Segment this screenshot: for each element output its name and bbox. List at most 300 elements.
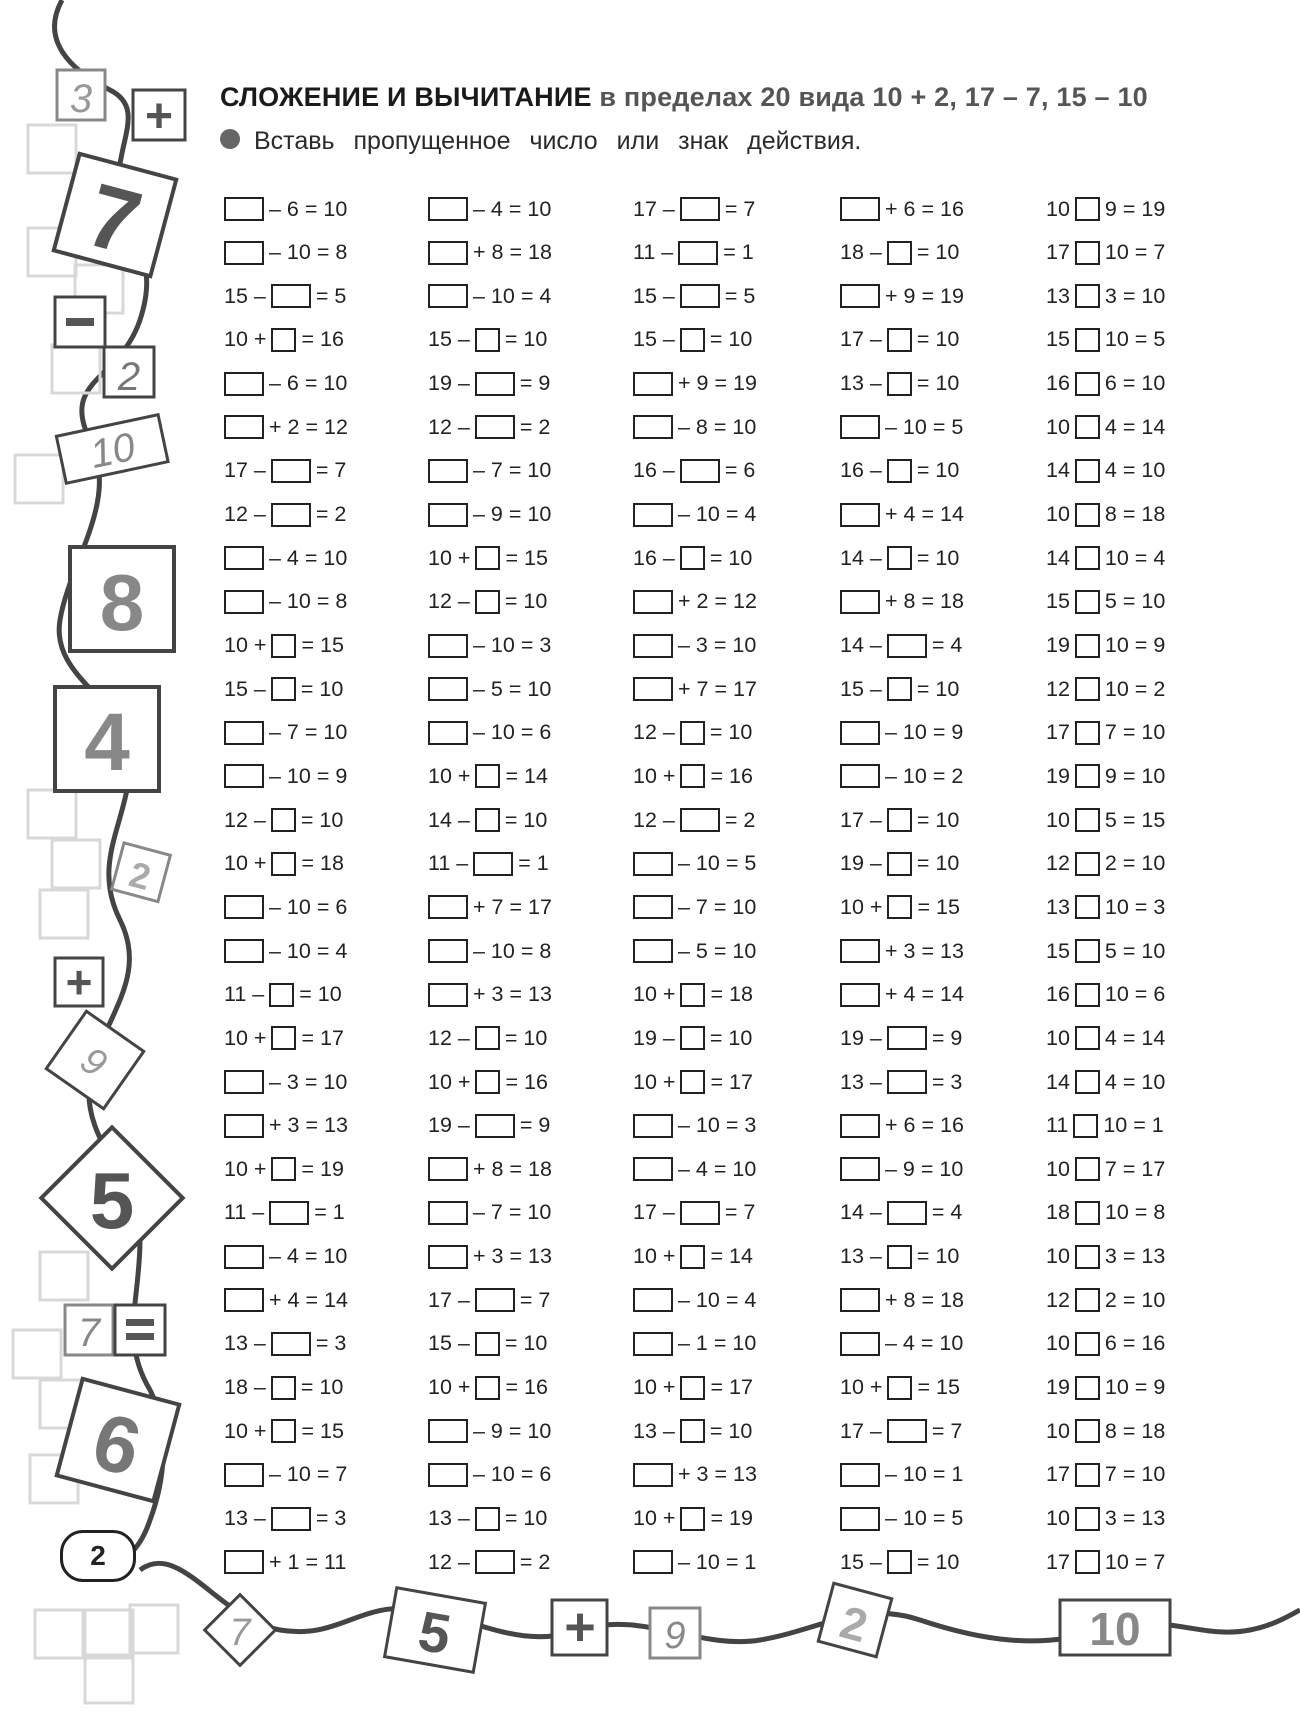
answer-box[interactable] <box>269 1201 309 1225</box>
answer-box[interactable] <box>840 983 880 1007</box>
answer-box[interactable] <box>475 546 500 570</box>
answer-box[interactable] <box>475 1288 515 1312</box>
answer-box[interactable] <box>887 372 912 396</box>
exercise <box>840 320 959 360</box>
exercise-prefix: 12 – <box>633 807 675 832</box>
answer-box[interactable] <box>475 1332 500 1356</box>
exercise <box>224 451 346 491</box>
exercise <box>840 975 964 1015</box>
answer-box[interactable] <box>224 1463 264 1487</box>
answer-box[interactable] <box>840 1114 880 1138</box>
instruction-text: Вставь пропущенное число или знак действия. <box>254 127 862 155</box>
answer-box[interactable] <box>475 1507 500 1531</box>
exercise-prefix: 10 <box>1046 1156 1070 1181</box>
exercise-suffix: 7 = 10 <box>1104 1462 1166 1487</box>
exercise-prefix: 15 – <box>224 676 266 701</box>
exercise-suffix: + 8 = 18 <box>885 1287 964 1312</box>
exercise-suffix: 10 = 8 <box>1104 1200 1166 1225</box>
exercise-suffix: – 6 = 10 <box>269 371 348 396</box>
answer-box[interactable] <box>475 1026 500 1050</box>
answer-box[interactable] <box>271 1157 296 1181</box>
answer-box[interactable] <box>475 328 500 352</box>
exercise <box>633 1280 756 1320</box>
answer-box[interactable] <box>428 1157 468 1181</box>
answer-box[interactable] <box>224 1245 264 1269</box>
answer-box[interactable] <box>428 895 468 919</box>
answer-box[interactable] <box>680 328 705 352</box>
exercise-suffix: = 10 <box>709 720 753 745</box>
answer-box[interactable] <box>271 328 296 352</box>
answer-box[interactable] <box>887 1419 927 1443</box>
answer-box[interactable] <box>840 1507 880 1531</box>
exercise <box>224 582 347 622</box>
answer-box[interactable] <box>840 284 880 308</box>
answer-box[interactable] <box>840 939 880 963</box>
answer-box[interactable] <box>428 983 468 1007</box>
exercise-suffix: – 10 = 9 <box>269 763 348 788</box>
exercise-prefix: 11 – <box>224 1200 265 1225</box>
answer-box[interactable] <box>1075 1463 1100 1487</box>
answer-box[interactable] <box>840 1157 880 1181</box>
exercise-suffix: – 10 = 1 <box>885 1462 964 1487</box>
answer-box[interactable] <box>840 1463 880 1487</box>
exercise-suffix: + 8 = 18 <box>885 589 964 614</box>
answer-box[interactable] <box>224 241 264 265</box>
answer-box[interactable] <box>680 1376 705 1400</box>
answer-box[interactable] <box>1075 1376 1100 1400</box>
exercise <box>1046 364 1165 404</box>
answer-box[interactable] <box>271 1419 296 1443</box>
exercise-suffix: = 17 <box>710 1375 753 1400</box>
answer-box[interactable] <box>1075 852 1100 876</box>
exercise-suffix: 10 = 7 <box>1104 1549 1166 1574</box>
answer-box[interactable] <box>1075 939 1100 963</box>
exercise <box>224 1499 346 1539</box>
exercise-suffix: – 4 = 10 <box>678 1156 757 1181</box>
page-number: 2 <box>60 1530 136 1582</box>
answer-box[interactable] <box>887 241 912 265</box>
exercise-suffix: – 3 = 10 <box>678 633 757 657</box>
exercise-prefix: 13 – <box>840 1244 882 1269</box>
answer-box[interactable] <box>1075 1507 1100 1531</box>
answer-box[interactable] <box>271 634 296 658</box>
exercise-prefix: 12 – <box>428 589 470 614</box>
answer-box[interactable] <box>633 677 673 701</box>
answer-box[interactable] <box>428 241 468 265</box>
svg-text:9: 9 <box>664 1615 686 1657</box>
answer-box[interactable] <box>1075 1332 1100 1356</box>
answer-box[interactable] <box>887 459 912 483</box>
answer-box[interactable] <box>680 546 705 570</box>
answer-box[interactable] <box>224 546 264 570</box>
exercise <box>428 495 551 535</box>
answer-box[interactable] <box>1075 328 1100 352</box>
exercise-prefix: 12 <box>1046 676 1070 701</box>
exercise-suffix: = 19 <box>301 1156 344 1181</box>
exercise-prefix: 17 – <box>224 458 266 483</box>
exercise-prefix: 10 + <box>840 1375 883 1400</box>
answer-box[interactable] <box>475 1070 500 1094</box>
exercise <box>633 364 757 404</box>
exercise-prefix: 10 <box>1046 502 1070 527</box>
answer-box[interactable] <box>428 1463 468 1487</box>
answer-box[interactable] <box>633 372 673 396</box>
answer-box[interactable] <box>633 1114 673 1138</box>
exercise-prefix: 10 <box>1046 1331 1070 1356</box>
exercise-suffix: – 7 = 10 <box>473 1200 552 1225</box>
exercise <box>428 276 551 316</box>
answer-box[interactable] <box>1075 1550 1100 1574</box>
answer-box[interactable] <box>633 852 673 876</box>
answer-box[interactable] <box>224 415 264 439</box>
answer-box[interactable] <box>887 808 912 832</box>
exercise-prefix: 13 – <box>428 1506 470 1530</box>
answer-box[interactable] <box>680 459 720 483</box>
answer-box[interactable] <box>1075 1070 1100 1094</box>
answer-box[interactable] <box>1075 677 1100 701</box>
answer-box[interactable] <box>887 1550 912 1574</box>
exercise-suffix: = 10 <box>916 851 960 876</box>
exercise <box>428 1324 547 1364</box>
answer-box[interactable] <box>680 284 720 308</box>
exercise-suffix: + 1 = 11 <box>269 1549 347 1574</box>
answer-box[interactable] <box>475 372 515 396</box>
exercise <box>224 887 347 927</box>
exercise-suffix: – 10 = 3 <box>473 633 552 657</box>
answer-box[interactable] <box>840 1288 880 1312</box>
answer-box[interactable] <box>1075 241 1100 265</box>
answer-box[interactable] <box>680 1419 705 1443</box>
answer-box[interactable] <box>1075 721 1100 745</box>
exercise-suffix: = 2 <box>519 414 551 439</box>
exercise <box>633 582 757 622</box>
answer-box[interactable] <box>1075 546 1100 570</box>
answer-box[interactable] <box>428 634 468 658</box>
answer-box[interactable] <box>1075 372 1100 396</box>
answer-box[interactable] <box>680 721 705 745</box>
answer-box[interactable] <box>633 1550 673 1574</box>
exercise-suffix: – 10 = 2 <box>885 763 964 788</box>
exercise-suffix: – 5 = 10 <box>473 676 552 701</box>
exercise <box>1046 538 1165 578</box>
answer-box[interactable] <box>680 1201 720 1225</box>
exercise-prefix: 10 <box>1046 807 1070 832</box>
exercise <box>840 1106 964 1146</box>
answer-box[interactable] <box>633 895 673 919</box>
answer-box[interactable] <box>475 1114 515 1138</box>
answer-box[interactable] <box>633 1332 673 1356</box>
exercise-suffix: + 6 = 16 <box>885 1113 964 1138</box>
exercise <box>633 276 755 316</box>
exercise <box>428 320 547 360</box>
exercise-prefix: 15 – <box>840 1549 882 1574</box>
answer-box[interactable] <box>224 1114 264 1138</box>
answer-box[interactable] <box>680 1070 705 1094</box>
exercise-suffix: = 7 <box>724 196 756 221</box>
answer-box[interactable] <box>224 939 264 963</box>
exercise-prefix: 17 – <box>840 1418 882 1443</box>
answer-box[interactable] <box>475 1550 515 1574</box>
exercise-suffix: = 6 <box>724 458 756 483</box>
answer-box[interactable] <box>428 503 468 527</box>
exercise-suffix: = 10 <box>709 1025 753 1050</box>
exercise <box>1046 1106 1164 1146</box>
exercise <box>633 1368 753 1408</box>
answer-box[interactable] <box>271 1507 311 1531</box>
exercise-suffix: 4 = 10 <box>1104 458 1166 483</box>
exercise <box>1046 451 1165 491</box>
answer-box[interactable] <box>887 1376 912 1400</box>
exercise <box>840 276 964 316</box>
svg-text:+: + <box>65 956 93 1008</box>
answer-box[interactable] <box>475 1376 500 1400</box>
exercise-prefix: 10 <box>1046 414 1070 439</box>
exercise <box>840 1280 964 1320</box>
answer-box[interactable] <box>475 808 500 832</box>
answer-box[interactable] <box>428 721 468 745</box>
answer-box[interactable] <box>840 764 880 788</box>
exercise-suffix: – 7 = 10 <box>269 720 348 745</box>
exercise-suffix: 10 = 5 <box>1104 327 1166 352</box>
exercise-suffix: 10 = 2 <box>1104 676 1166 701</box>
answer-box[interactable] <box>633 1157 673 1181</box>
exercise-suffix: – 4 = 10 <box>885 1331 964 1356</box>
answer-box[interactable] <box>633 415 673 439</box>
answer-box[interactable] <box>271 852 296 876</box>
exercise <box>840 189 964 229</box>
answer-box[interactable] <box>428 939 468 963</box>
answer-box[interactable] <box>1075 197 1100 221</box>
exercise-prefix: 12 – <box>428 414 470 439</box>
answer-box[interactable] <box>680 764 705 788</box>
exercise-prefix: 18 <box>1046 1200 1070 1225</box>
answer-box[interactable] <box>840 197 880 221</box>
exercise-suffix: – 3 = 10 <box>269 1069 348 1094</box>
exercise <box>1046 1062 1165 1102</box>
answer-box[interactable] <box>633 1463 673 1487</box>
exercise-suffix: = 7 <box>931 1418 963 1443</box>
answer-box[interactable] <box>224 1550 264 1574</box>
answer-box[interactable] <box>887 852 912 876</box>
exercise <box>633 1018 752 1058</box>
exercise-prefix: 17 <box>1046 1462 1070 1487</box>
exercise <box>633 931 756 971</box>
exercise <box>1046 582 1165 622</box>
exercise <box>633 713 752 753</box>
answer-box[interactable] <box>271 808 296 832</box>
exercise-prefix: 13 – <box>633 1418 675 1443</box>
answer-box[interactable] <box>1075 983 1100 1007</box>
exercise-suffix: = 10 <box>916 1549 960 1574</box>
exercise-prefix: 10 + <box>224 851 267 876</box>
answer-box[interactable] <box>840 1332 880 1356</box>
answer-box[interactable] <box>840 503 880 527</box>
exercise-suffix: – 10 = 4 <box>678 502 757 527</box>
answer-box[interactable] <box>1075 1026 1100 1050</box>
exercise <box>1046 276 1165 316</box>
exercise-prefix: 19 – <box>428 1113 470 1138</box>
exercise-suffix: + 9 = 19 <box>678 371 757 396</box>
answer-box[interactable] <box>271 284 311 308</box>
answer-box[interactable] <box>1075 1201 1100 1225</box>
exercise-suffix: = 15 <box>301 1418 344 1443</box>
answer-box[interactable] <box>1075 895 1100 919</box>
answer-box[interactable] <box>428 677 468 701</box>
answer-box[interactable] <box>633 590 673 614</box>
answer-box[interactable] <box>1073 1114 1098 1138</box>
answer-box[interactable] <box>271 459 311 483</box>
exercise-suffix: 7 = 10 <box>1104 720 1166 745</box>
answer-box[interactable] <box>475 764 500 788</box>
exercise <box>633 1455 757 1495</box>
exercise <box>1046 1455 1165 1495</box>
answer-box[interactable] <box>224 1070 264 1094</box>
answer-box[interactable] <box>680 197 720 221</box>
answer-box[interactable] <box>680 1026 705 1050</box>
answer-box[interactable] <box>428 1419 468 1443</box>
exercise-suffix: = 10 <box>916 1244 960 1269</box>
answer-box[interactable] <box>1075 1288 1100 1312</box>
exercise <box>428 538 548 578</box>
answer-box[interactable] <box>271 503 311 527</box>
exercise <box>633 626 756 666</box>
exercise <box>224 1062 347 1102</box>
answer-box[interactable] <box>840 590 880 614</box>
exercise-suffix: = 15 <box>505 545 548 570</box>
exercise-prefix: 17 <box>1046 1549 1070 1574</box>
exercise-prefix: 10 + <box>224 327 267 352</box>
exercise-prefix: 16 <box>1046 982 1070 1007</box>
svg-text:2: 2 <box>834 1595 874 1653</box>
exercise-suffix: – 9 = 10 <box>885 1156 964 1181</box>
exercise-suffix: 9 = 10 <box>1104 763 1166 788</box>
answer-box[interactable] <box>428 1245 468 1269</box>
answer-box[interactable] <box>887 1026 927 1050</box>
answer-box[interactable] <box>1075 764 1100 788</box>
answer-box[interactable] <box>1075 459 1100 483</box>
answer-box[interactable] <box>1075 503 1100 527</box>
answer-box[interactable] <box>887 1070 927 1094</box>
exercise-prefix: 15 <box>1046 327 1070 352</box>
answer-box[interactable] <box>475 590 500 614</box>
answer-box[interactable] <box>887 1201 927 1225</box>
exercise <box>428 364 550 404</box>
exercise-suffix: 3 = 13 <box>1104 1244 1166 1269</box>
answer-box[interactable] <box>428 284 468 308</box>
exercise <box>224 1455 347 1495</box>
answer-box[interactable] <box>224 764 264 788</box>
answer-box[interactable] <box>887 1245 912 1269</box>
answer-box[interactable] <box>224 895 264 919</box>
answer-box[interactable] <box>887 677 912 701</box>
exercise-prefix: 10 <box>1046 1025 1070 1050</box>
answer-box[interactable] <box>680 983 705 1007</box>
exercise-prefix: 12 – <box>224 807 266 832</box>
exercise-suffix: = 17 <box>710 1069 753 1094</box>
exercise <box>633 233 754 273</box>
exercise <box>428 669 551 709</box>
exercise <box>840 800 959 840</box>
exercise-suffix: – 10 = 6 <box>269 894 348 919</box>
answer-box[interactable] <box>269 983 294 1007</box>
answer-box[interactable] <box>633 1288 673 1312</box>
answer-box[interactable] <box>428 459 468 483</box>
exercise <box>224 495 346 535</box>
answer-box[interactable] <box>224 590 264 614</box>
answer-box[interactable] <box>680 1245 705 1269</box>
answer-box[interactable] <box>680 808 720 832</box>
answer-box[interactable] <box>887 895 912 919</box>
answer-box[interactable] <box>1075 634 1100 658</box>
exercise-suffix: = 7 <box>724 1200 756 1225</box>
answer-box[interactable] <box>428 1201 468 1225</box>
svg-text:10: 10 <box>86 424 139 478</box>
answer-box[interactable] <box>271 1026 296 1050</box>
exercise-prefix: 15 – <box>428 1331 470 1356</box>
exercise-suffix: + 8 = 18 <box>473 1156 552 1181</box>
exercise-suffix: = 10 <box>504 807 548 832</box>
answer-box[interactable] <box>473 852 513 876</box>
answer-box[interactable] <box>887 546 912 570</box>
exercise-suffix: = 14 <box>505 763 548 788</box>
answer-box[interactable] <box>1075 284 1100 308</box>
answer-box[interactable] <box>1075 1419 1100 1443</box>
exercise <box>224 1324 346 1364</box>
exercise-suffix: 10 = 1 <box>1103 1113 1164 1138</box>
answer-box[interactable] <box>633 634 673 658</box>
exercise <box>633 800 755 840</box>
answer-box[interactable] <box>887 634 927 658</box>
answer-box[interactable] <box>271 677 296 701</box>
answer-box[interactable] <box>680 1507 705 1531</box>
answer-box[interactable] <box>633 939 673 963</box>
answer-box[interactable] <box>224 197 264 221</box>
answer-box[interactable] <box>475 415 515 439</box>
exercise <box>224 756 347 796</box>
answer-box[interactable] <box>633 503 673 527</box>
answer-box[interactable] <box>678 241 718 265</box>
exercise <box>840 233 959 273</box>
exercise <box>224 189 347 229</box>
exercise-suffix: = 5 <box>724 283 756 308</box>
svg-text:+: + <box>564 1597 596 1657</box>
svg-text:7: 7 <box>76 165 151 275</box>
answer-box[interactable] <box>1075 590 1100 614</box>
exercise <box>224 669 343 709</box>
answer-box[interactable] <box>840 415 880 439</box>
answer-box[interactable] <box>428 197 468 221</box>
exercise-prefix: 17 – <box>633 1200 675 1225</box>
answer-box[interactable] <box>271 1376 296 1400</box>
exercise-prefix: 17 <box>1046 240 1070 265</box>
answer-box[interactable] <box>224 721 264 745</box>
answer-box[interactable] <box>1075 1245 1100 1269</box>
answer-box[interactable] <box>1075 1157 1100 1181</box>
exercise-suffix: = 10 <box>504 1025 548 1050</box>
answer-box[interactable] <box>271 1332 311 1356</box>
answer-box[interactable] <box>1075 808 1100 832</box>
answer-box[interactable] <box>224 1288 264 1312</box>
answer-box[interactable] <box>887 328 912 352</box>
exercise-prefix: 19 – <box>428 371 470 396</box>
answer-box[interactable] <box>224 372 264 396</box>
exercise <box>1046 844 1165 884</box>
answer-box[interactable] <box>840 721 880 745</box>
answer-box[interactable] <box>1075 415 1100 439</box>
exercise-suffix: – 10 = 5 <box>678 851 757 876</box>
exercise-prefix: 16 – <box>633 545 675 570</box>
exercise-prefix: 13 – <box>840 371 882 396</box>
